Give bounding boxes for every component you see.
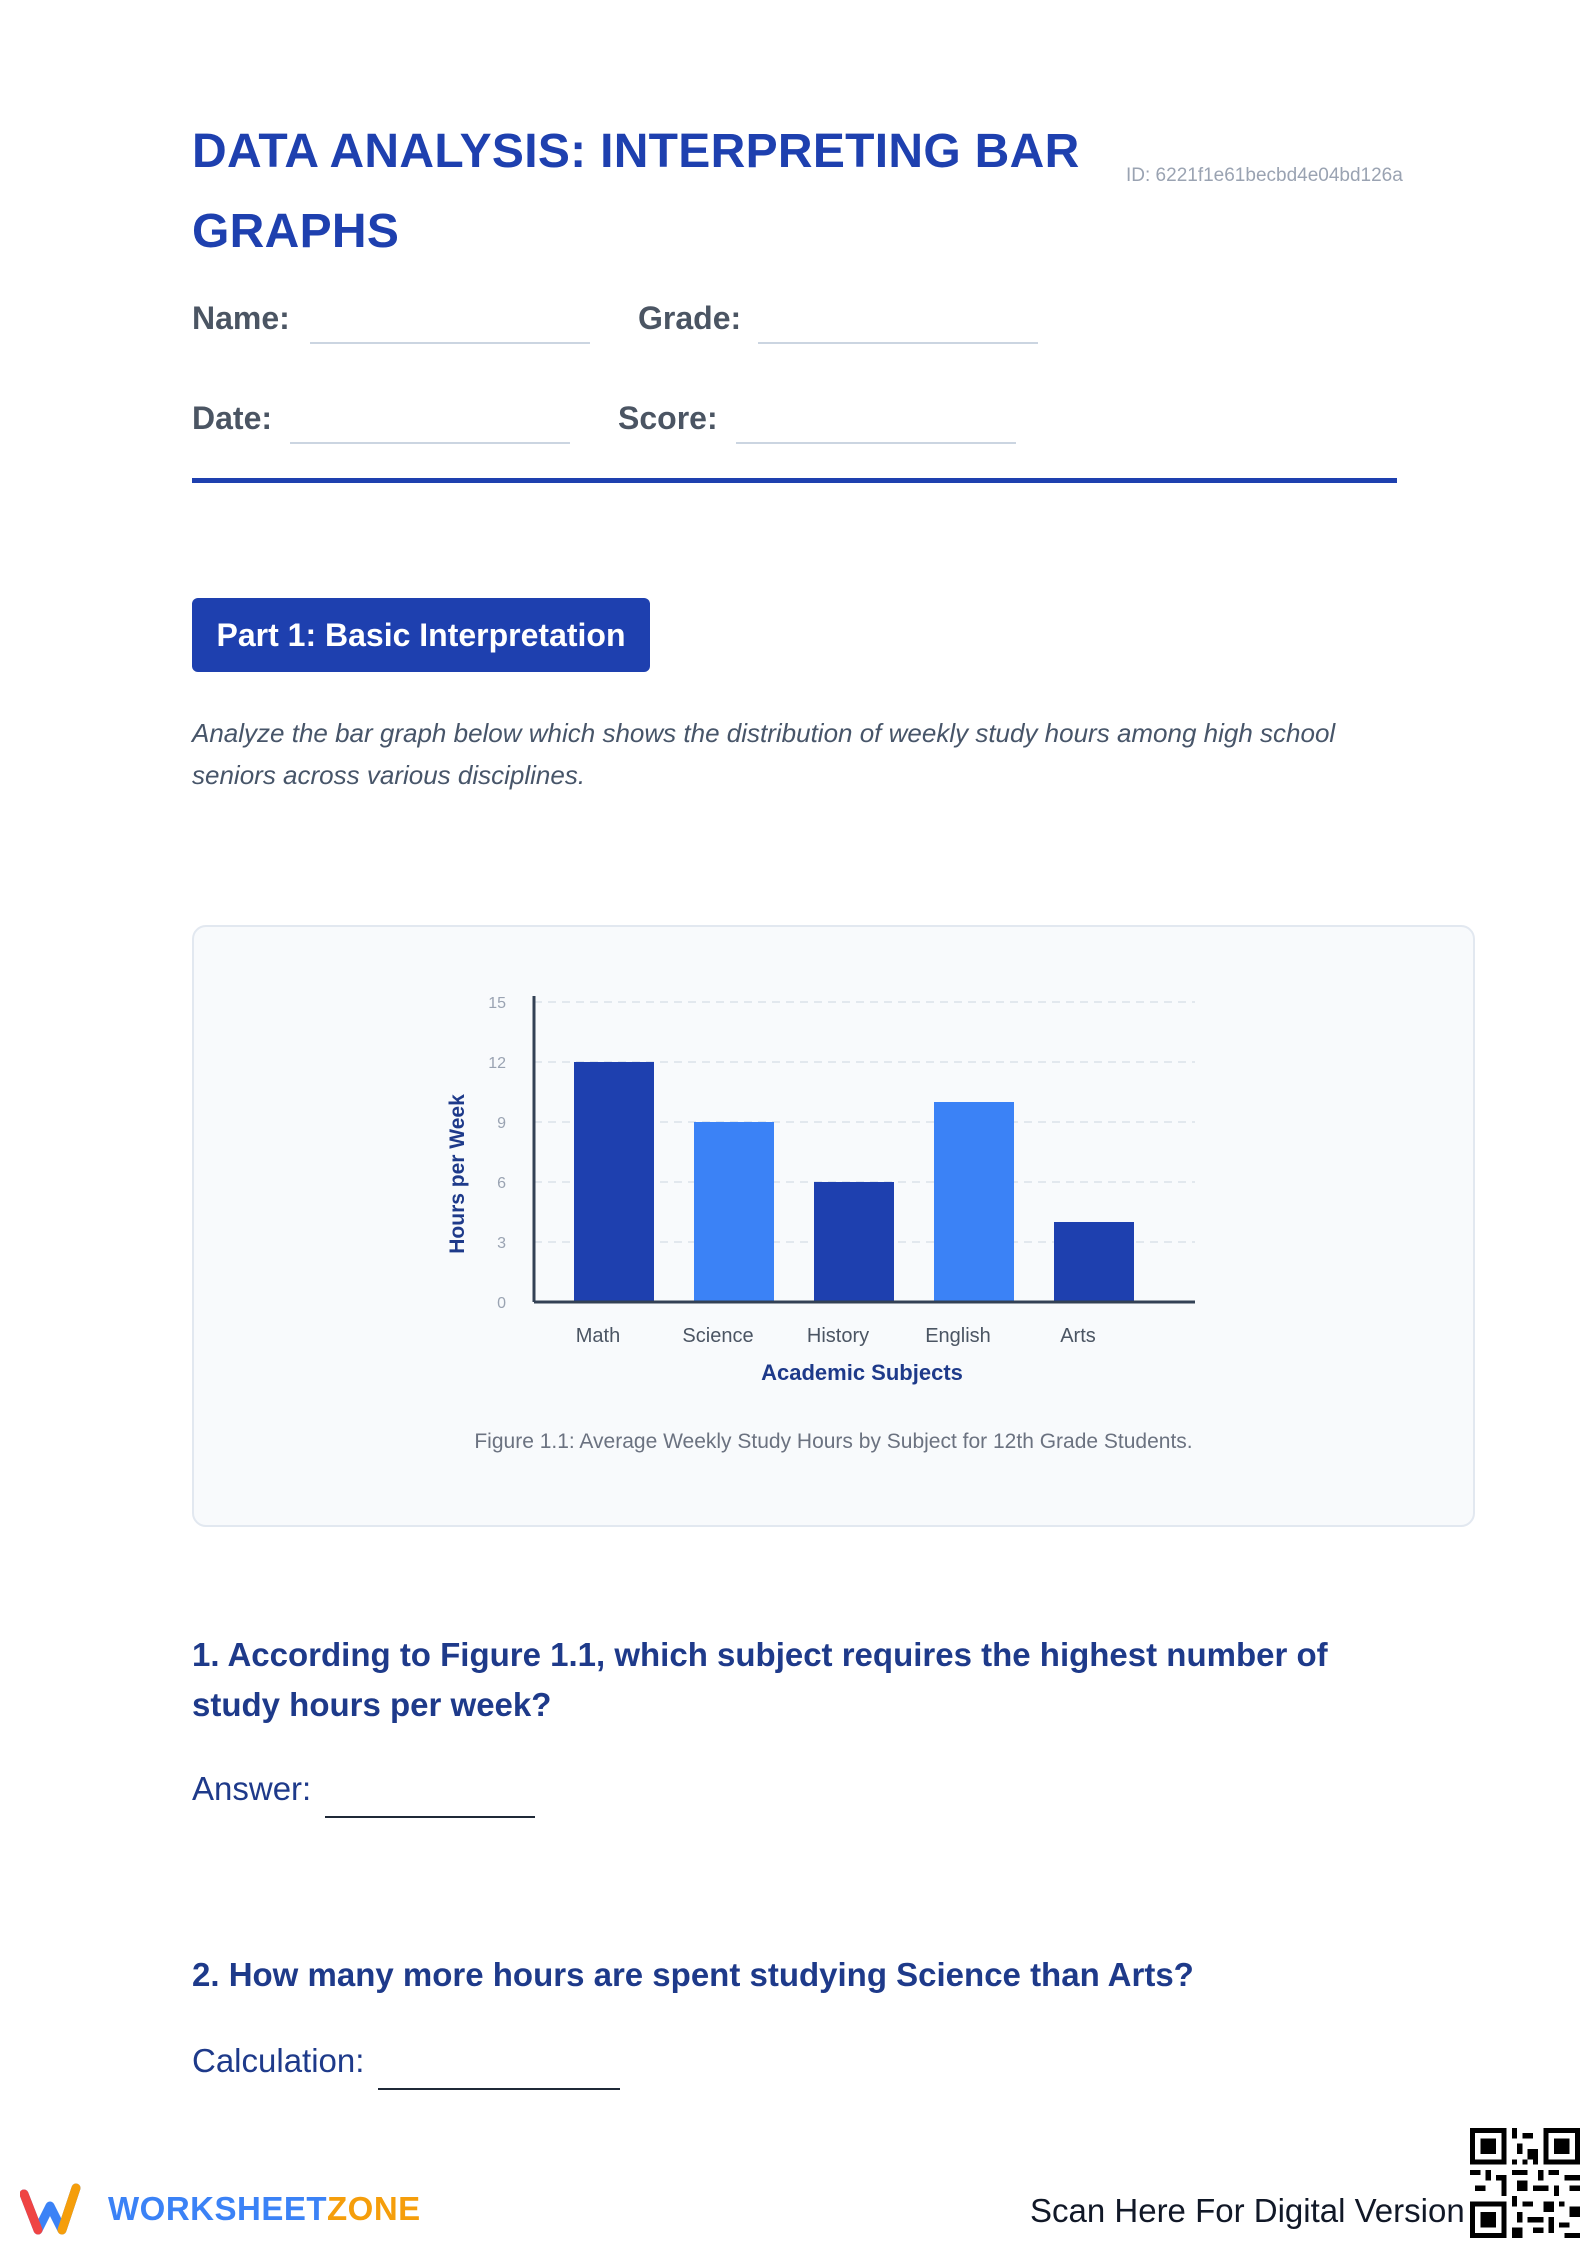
grade-label: Grade: <box>638 300 742 336</box>
name-label: Name: <box>192 300 290 336</box>
x-tick-label-math: Math <box>575 1325 621 1347</box>
document-id: ID: 6221f1e61becbd4e04bd126a <box>1126 165 1403 186</box>
bar-english <box>934 1102 1014 1302</box>
part-1-badge: Part 1: Basic Interpretation <box>192 598 650 672</box>
x-axis-title: Academic Subjects <box>761 1360 963 1385</box>
page-title: DATA ANALYSIS: INTERPRETING BAR GRAPHS <box>192 125 1080 258</box>
bar-arts <box>1054 1222 1134 1302</box>
worksheetzone-logo-icon <box>20 2180 100 2236</box>
y-tick-label-5: 15 <box>488 995 506 1012</box>
date-field[interactable] <box>290 442 570 444</box>
y-tick-label-0: 0 <box>497 1295 506 1312</box>
intro-text: Analyze the bar graph below which shows the distribution of weekly study hours among high school seniors across various disciplines. <box>192 718 1336 790</box>
x-tick-label-english: English <box>925 1325 991 1347</box>
answer-field-2[interactable] <box>378 2088 620 2090</box>
qr-code-icon[interactable] <box>1470 2128 1580 2238</box>
scan-text: Scan Here For Digital Version <box>1030 2192 1465 2229</box>
score-label: Score: <box>618 400 718 436</box>
figure-caption: Figure 1.1: Average Weekly Study Hours by Subject for 12th Grade Students. <box>474 1430 1193 1453</box>
y-tick-label-4: 12 <box>488 1055 506 1072</box>
question-1: 1. According to Figure 1.1, which subject requires the highest number of study hours per week? <box>192 1636 1328 1723</box>
y-tick-label-1: 3 <box>497 1235 506 1252</box>
name-field[interactable] <box>310 342 590 344</box>
question-2: 2. How many more hours are spent studying Science than Arts? <box>192 1956 1194 1993</box>
date-label: Date: <box>192 400 273 436</box>
grade-field[interactable] <box>758 342 1038 344</box>
x-tick-label-history: History <box>806 1325 870 1347</box>
brand-name <box>108 2190 421 2228</box>
x-tick-label-science: Science <box>682 1325 754 1347</box>
y-tick-label-2: 6 <box>497 1175 506 1192</box>
bar-chart <box>400 980 1240 1400</box>
header-divider <box>192 478 1397 483</box>
brand-part-2: ZONE <box>327 2190 421 2227</box>
bar-history <box>814 1182 894 1302</box>
y-tick-label-3: 9 <box>497 1115 506 1132</box>
score-field[interactable] <box>736 442 1016 444</box>
x-tick-label-arts: Arts <box>1060 1325 1096 1347</box>
answer-label-2: Calculation: <box>192 2042 365 2079</box>
answer-label-1: Answer: <box>192 1770 312 1807</box>
y-axis-title: Hours per Week <box>446 1094 469 1254</box>
bar-science <box>694 1122 774 1302</box>
answer-field-1[interactable] <box>325 1816 535 1818</box>
brand-part-1: WORKSHEET <box>108 2190 327 2227</box>
bar-math <box>574 1062 654 1302</box>
